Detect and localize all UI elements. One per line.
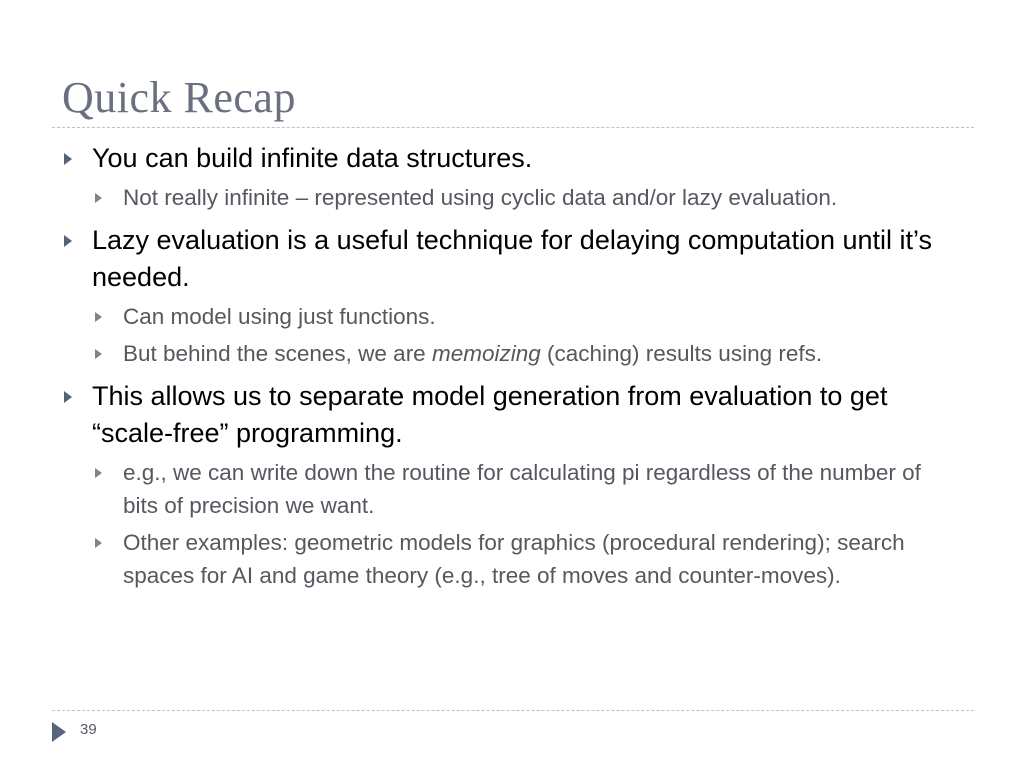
bullet-arrow-icon (64, 235, 72, 247)
footer-divider (52, 710, 974, 711)
sub-bullet-2-1-text: Can model using just functions. (123, 304, 436, 329)
sub-bullet-3-1-text: e.g., we can write down the routine for calculating pi regardless of the number of bits of precision we want. (123, 460, 921, 518)
bullet-2 (62, 222, 962, 296)
sub-bullet-arrow-icon (95, 312, 102, 322)
bullet-list (62, 140, 962, 592)
bullet-1 (62, 140, 962, 177)
sub-bullet-3-2-text: Other examples: geometric models for graphics (procedural rendering); search spaces for AI and game theory (e.g., tree of moves and counter-moves). (123, 530, 905, 588)
bullet-3-text: This allows us to separate model generation from evaluation to get “scale-free” programming. (92, 381, 888, 448)
sub-bullet-3-1 (62, 456, 962, 522)
sub-bullet-1-1 (62, 181, 962, 214)
bullet-arrow-icon (64, 153, 72, 165)
bullet-3 (62, 378, 962, 452)
sub-bullet-2-2-emphasis: memoizing (431, 341, 541, 366)
bullet-2-text: Lazy evaluation is a useful technique for delaying computation until it’s needed. (92, 225, 933, 292)
slide-title: Quick Recap (62, 73, 296, 122)
footer-arrow-icon (52, 722, 66, 742)
page-number: 39 (80, 721, 97, 738)
sub-bullet-arrow-icon (95, 349, 102, 359)
sub-bullet-2-2-text-before: But behind the scenes, we are (123, 341, 432, 366)
sub-bullet-arrow-icon (95, 193, 102, 203)
sub-bullet-2-2-text-after: (caching) results using refs. (540, 341, 823, 366)
bullet-arrow-icon (64, 391, 72, 403)
sub-bullet-1-1-text: Not really infinite – represented using cyclic data and/or lazy evaluation. (123, 185, 838, 210)
sub-bullet-2-1 (62, 300, 962, 333)
sub-bullet-arrow-icon (95, 538, 102, 548)
sub-bullet-3-2 (62, 526, 962, 592)
sub-bullet-arrow-icon (95, 468, 102, 478)
sub-bullet-2-2 (62, 337, 962, 370)
title-divider (52, 127, 974, 128)
bullet-1-text: You can build infinite data structures. (92, 143, 533, 173)
